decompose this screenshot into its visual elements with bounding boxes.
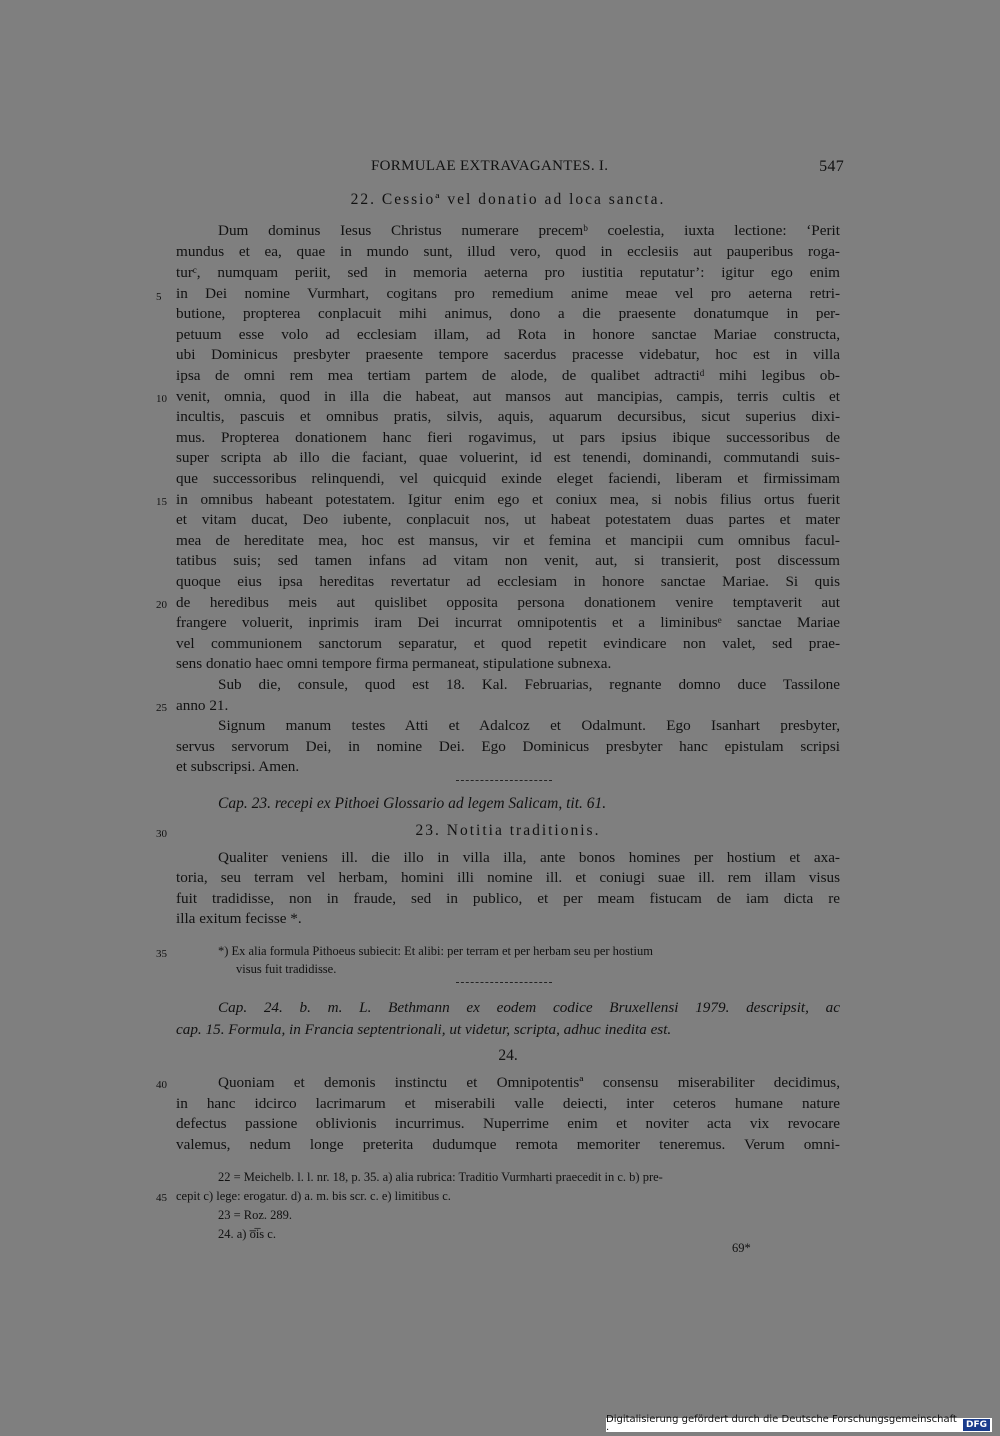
text-line: butione, propterea conplacuit mihi animus, dono a die praesente donatumque in per- [176, 305, 840, 322]
text-line: Qualiter veniens ill. die illo in villa illa, ante bonos homines per hostium et axa- [218, 849, 840, 866]
text-line: turᶜ, numquam periit, sed in memoria aeterna pro iustitia reputatur’: igitur ego enim [176, 264, 840, 281]
running-title: FORMULAE EXTRAVAGANTES. I. [371, 158, 609, 174]
text-line: vel communionem sanctorum separatur, et quod repetit evindicare non valet, sed prae- [176, 635, 840, 652]
text-line: ipsa de omni rem mea tertiam partem de alode, de qualibet adtractiᵈ mihi legibus ob- [176, 367, 840, 384]
line-number: 40 [156, 1079, 167, 1091]
text-line: valemus, nedum longe preterita dudumque remota memoriter teneremus. Verum omni- [176, 1136, 840, 1153]
text-line: Signum manum testes Atti et Adalcoz et Odalmunt. Ego Isanhart presbyter, [218, 717, 840, 734]
text-line: quoque eius ipsa hereditas revertatur ad ecclesiam in honore sanctae Mariae. Si quis [176, 573, 840, 590]
cap-24-intro: Cap. 24. b. m. L. Bethmann ex eodem codice Bruxellensi 1979. descripsit, ac [218, 999, 840, 1016]
text-line: in omnibus habeant potestatem. Igitur enim ego et coniux mea, si nobis filius ortus fuerit [176, 491, 840, 508]
section-divider [456, 982, 552, 983]
text-line: incultis, pascuis et omnibus pratis, silvis, aquis, aquarum decursibus, sicut superius dixi- [176, 408, 840, 425]
apparatus-note: 24. a) o̅̅i̅s c. [218, 1227, 276, 1241]
cap-24-intro: cap. 15. Formula, in Francia septentrionali, ut videtur, scripta, adhuc inedita est. [176, 1021, 672, 1038]
text-line: mus. Propterea donationem hanc fieri rogavimus, ut pars ipsius ibique successoribus de [176, 429, 840, 446]
text-line: et subscripsi. Amen. [176, 758, 300, 775]
digitization-credit [606, 1414, 992, 1436]
text-line: anno 21. [176, 697, 229, 714]
text-line: super scripta ab illo die faciant, quae voluerint, id est tenendi, dominandi, commutandi suis- [176, 449, 840, 466]
line-number: 15 [156, 496, 167, 508]
apparatus-note: cepit c) lege: erogatur. d) a. m. bis scr. c. e) limitibus c. [176, 1189, 451, 1203]
running-header [176, 158, 844, 180]
signature-mark: 69* [732, 1241, 751, 1255]
cap-23-intro: Cap. 23. recepi ex Pithoei Glossario ad legem Salicam, tit. 61. [218, 795, 607, 812]
apparatus-note: 23 = Roz. 289. [218, 1208, 293, 1222]
section-divider [456, 780, 552, 781]
text-line: in hanc idcirco lacrimarum et miserabili valle deiecti, inter ceteros humane nature [176, 1095, 840, 1112]
text-line: servus servorum Dei, in nomine Dei. Ego Dominicus presbyter hanc epistulam scripsi [176, 738, 840, 755]
line-number: 5 [156, 291, 162, 303]
text-line: petuum esse volo ad ecclesiam illam, ad Rota in honore sanctae Mariae constructa, [176, 326, 840, 343]
line-number: 35 [156, 948, 167, 960]
text-line: in Dei nomine Vurmhart, cogitans pro remedium anime meae vel pro aeterna retri- [176, 285, 840, 302]
text-line: que successoribus relinquendi, vel quicquid exinde eleget faciendi, liberam et firmissimam [176, 470, 840, 487]
text-line: Quoniam et demonis instinctu et Omnipotentisª consensu miserabiliter decidimus, [218, 1074, 840, 1091]
line-number: 25 [156, 702, 167, 714]
section-23-heading: 23. Notitia traditionis. [415, 822, 601, 839]
text-line: ubi Dominicus presbyter praesente tempore sacerdus pracesse videbatur, hoc est in villa [176, 346, 840, 363]
line-number: 30 [156, 828, 167, 840]
text-line: mundus et ea, quae in mundo sunt, illud vero, quod in ecclesiis aut pauperibus roga- [176, 243, 840, 260]
text-line: mea de hereditate mea, hoc est mansus, vir et femina et mancipii cum omnibus facul- [176, 532, 840, 549]
text-line: illa exitum fecisse *. [176, 910, 302, 927]
section-24-heading: 24. [498, 1047, 518, 1064]
text-line: fuit tradidisse, non in fraude, sed in publico, et per meam fistucam de iam dicta re [176, 890, 840, 907]
text-line: Dum dominus Iesus Christus numerare precemᵇ coelestia, iuxta lectione: ‘Perit [218, 222, 840, 239]
text-line: defectus passione oblivionis incurrimus. Nuperrime enim et noviter acta vix revocare [176, 1115, 840, 1132]
line-number: 20 [156, 599, 167, 611]
dfg-logo: DFG [963, 1419, 990, 1431]
footnote-text: *) Ex alia formula Pithoeus subiecit: Et alibi: per terram et per herbam seu per hostium [218, 944, 653, 958]
footnote-text: visus fuit tradidisse. [236, 962, 337, 976]
text-line: frangere voluerit, inprimis iram Dei incurrat omnipotentis et a liminibusᵉ sanctae Mariae [176, 614, 840, 631]
line-number: 45 [156, 1192, 167, 1204]
text-line: sens donatio haec omni tempore firma permaneat, stipulatione subnexa. [176, 655, 612, 672]
apparatus-note: 22 = Meichelb. l. l. nr. 18, p. 35. a) alia rubrica: Traditio Vurmharti praecedit in c. b) pre- [218, 1170, 663, 1184]
section-22-heading: 22. Cessioª vel donatio ad loca sancta. [350, 191, 666, 208]
text-line: tatibus suis; sed tamen infans ad vitam non venit, aut, si transierit, post discessum [176, 552, 840, 569]
text-line: de heredibus meis aut quislibet opposita persona donationem venire temptaverit aut [176, 594, 840, 611]
text-line: venit, omnia, quod in illa die habeat, aut mansos aut mancipias, campis, terris cultis et [176, 388, 840, 405]
line-number: 10 [156, 393, 167, 405]
page-number: 547 [819, 158, 844, 175]
text-line: toria, seu terram vel herbam, homini illi nomine ill. et coniugi suae ill. rem illam visus [176, 869, 840, 886]
credit-text: Digitalisierung gefördert durch die Deutsche Forschungsgemeinschaft · [606, 1414, 957, 1436]
text-line: et vitam ducat, Deo iubente, conplacuit nos, ut habeat potestatem duas partes et mater [176, 511, 840, 528]
text-line: Sub die, consule, quod est 18. Kal. Februarias, regnante domno duce Tassilone [218, 676, 840, 693]
